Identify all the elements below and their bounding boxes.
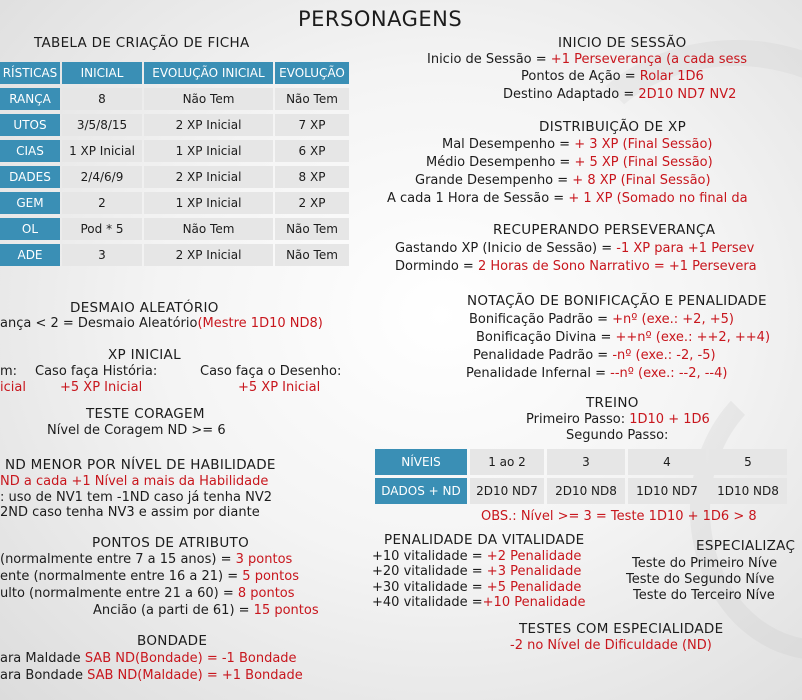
especializ-row: Teste do Primeiro Níve [632, 556, 778, 571]
ficha-cell: 6 XP [275, 140, 349, 162]
atributo-age-range: (normalmente entre 7 a 15 anos) = [0, 552, 236, 567]
desmaio-rule: ança < 2 = Desmaio Aleatório [0, 316, 198, 331]
treino-title: TREINO [586, 395, 639, 411]
ficha-row-label: CIAS [0, 140, 60, 162]
treino-obs: OBS.: Nível >= 3 = Teste 1D10 + 1D6 > 8 [481, 509, 757, 524]
ficha-cell: Não Tem [275, 88, 349, 110]
ficha-row-label: GEM [0, 192, 60, 214]
recup-label: Gastando XP (Inicio de Sessão) = [395, 241, 617, 256]
ficha-header-cell: EVOLUÇÃO INICIAL [144, 62, 273, 84]
sessao-title: INICIO DE SESSÃO [558, 35, 687, 51]
atributo-age-range: ulto (normalmente entre 21 a 60) = [0, 586, 238, 601]
recup-line-2 [395, 258, 757, 276]
ficha-cell: 3 [62, 244, 142, 266]
notacao-row [476, 329, 770, 347]
sessao-label: Destino Adaptado = [503, 87, 639, 102]
xp-inicial-desenho-value: +5 XP Inicial [238, 380, 321, 395]
recup-line-1 [395, 240, 754, 258]
bondade-label: ara Maldade [0, 651, 85, 666]
distrib-value: + 1 XP (Somado no final da [568, 191, 748, 206]
recup-value: -1 XP para +1 Persev [616, 241, 755, 256]
treino-row-label: DADOS + ND [375, 478, 467, 504]
nd-menor-line-3: 2ND caso tenha NV3 e assim por diante [0, 505, 260, 520]
ficha-cell: Não Tem [275, 218, 349, 240]
xp-inicial-col1-value: icial [0, 380, 26, 395]
desmaio-roll: (Mestre 1D10 ND8) [197, 316, 323, 331]
bondade-line-2 [0, 667, 303, 685]
ficha-row-label: UTOS [0, 114, 60, 136]
ficha-row [0, 192, 349, 214]
distrib-title: DISTRIBUIÇÃO DE XP [539, 119, 687, 135]
ficha-cell: 8 [62, 88, 142, 110]
distrib-label: A cada 1 Hora de Sessão = [387, 191, 569, 206]
ficha-header-cell: RÍSTICAS [0, 62, 60, 84]
treino-cell: 2D10 ND8 [547, 478, 625, 504]
ficha-cell: Não Tem [144, 218, 273, 240]
distrib-row [442, 136, 712, 154]
ficha-table [0, 58, 351, 270]
page-title: PERSONAGENS [298, 7, 463, 31]
notacao-row [473, 347, 716, 365]
vitalidade-title: PENALIDADE DA VITALIDADE [384, 532, 585, 548]
sessao-value: Rolar 1D6 [639, 69, 704, 84]
sessao-line-1 [427, 51, 747, 69]
desmaio-line [0, 315, 323, 333]
vitalidade-label: +20 vitalidade = [372, 564, 487, 579]
coragem-line: Nível de Coragem ND >= 6 [47, 423, 226, 438]
atributo-points: 8 pontos [237, 586, 295, 601]
ficha-row-label: OL [0, 218, 60, 240]
ficha-table-title: TABELA DE CRIAÇÃO DE FICHA [34, 35, 250, 51]
ficha-cell: 1 XP Inicial [62, 140, 142, 162]
testes-esp-line: -2 no Nível de Dificuldade (ND) [510, 638, 712, 653]
vitalidade-label: +10 vitalidade = [372, 549, 487, 564]
notacao-label: Bonificação Divina = [476, 330, 616, 345]
coragem-title: TESTE CORAGEM [86, 406, 205, 422]
ficha-header-row [0, 62, 349, 84]
ficha-cell: 1 XP Inicial [144, 192, 273, 214]
bondade-title: BONDADE [137, 633, 208, 649]
recup-value: 2 Horas de Sono Narrativo = +1 Persevera [477, 259, 757, 274]
treino-header-cell: 3 [547, 449, 625, 475]
ficha-cell: 2 XP [275, 192, 349, 214]
ficha-cell: Não Tem [144, 88, 273, 110]
treino-cell: 2D10 ND7 [470, 478, 544, 504]
notacao-value: --nº (exe.: --2, --4) [610, 366, 728, 381]
ficha-row [0, 244, 349, 266]
distrib-value: + 3 XP (Final Sessão) [574, 137, 713, 152]
treino-header-row [375, 449, 787, 475]
notacao-row [466, 365, 727, 383]
distrib-value: + 5 XP (Final Sessão) [574, 155, 713, 170]
vitalidade-label: +30 vitalidade = [372, 580, 487, 595]
treino-table [372, 446, 790, 507]
treino-header-cell: NÍVEIS [375, 449, 467, 475]
ficha-cell: Pod * 5 [62, 218, 142, 240]
atributo-title: PONTOS DE ATRIBUTO [92, 535, 250, 551]
distrib-row [426, 154, 713, 172]
ficha-row-label: ADE [0, 244, 60, 266]
nd-menor-line-2: : uso de NV1 tem -1ND caso já tenha NV2 [0, 490, 272, 505]
sessao-value: 2D10 ND7 NV2 [638, 87, 737, 102]
atributo-row [93, 602, 319, 620]
sessao-label: Pontos de Ação = [521, 69, 640, 84]
nd-menor-rule: +1 Nível a mais da Habilidade [71, 474, 269, 489]
atributo-age-range: Ancião (a parti de 61) = [93, 603, 254, 618]
treino-label: Primeiro Passo: [526, 412, 630, 427]
ficha-row [0, 140, 349, 162]
ficha-header-cell: EVOLUÇÃO [275, 62, 349, 84]
notacao-value: ++nº (exe.: ++2, ++4) [615, 330, 771, 345]
ficha-row-label: DADES [0, 166, 60, 188]
atributo-row [0, 585, 295, 603]
distrib-label: Mal Desempenho = [442, 137, 575, 152]
recup-label: Dormindo = [395, 259, 478, 274]
ficha-cell: 1 XP Inicial [144, 140, 273, 162]
vitalidade-value: +3 Penalidade [486, 564, 582, 579]
distrib-row [415, 172, 711, 190]
especializ-row: Teste do Terceiro Níve [633, 588, 775, 603]
especializ-row: Teste do Segundo Níve [626, 572, 775, 587]
xp-inicial-title: XP INICIAL [108, 347, 181, 363]
notacao-value: +nº (exe.: +2, +5) [612, 312, 734, 327]
treino-header-cell: 4 [628, 449, 706, 475]
ficha-row [0, 114, 349, 136]
ficha-cell: 2 [62, 192, 142, 214]
xp-inicial-desenho-label: Caso faça o Desenho: [200, 364, 342, 379]
bondade-label: ara Bondade [0, 668, 88, 683]
notacao-value: -nº (exe.: -2, -5) [612, 348, 716, 363]
notacao-label: Penalidade Infernal = [466, 366, 611, 381]
distrib-label: Médio Desempenho = [426, 155, 575, 170]
distrib-label: Grande Desempenho = [415, 173, 573, 188]
ficha-row [0, 218, 349, 240]
ficha-cell: 8 XP [275, 166, 349, 188]
sessao-value: +1 Perseverança (a cada sess [550, 52, 748, 67]
atributo-row [0, 551, 292, 569]
ficha-cell: 2 XP Inicial [144, 244, 273, 266]
especializ-title: ESPECIALIZAÇ [696, 538, 796, 554]
treino-line-2: Segundo Passo: [566, 428, 669, 443]
distrib-value: + 8 XP (Final Sessão) [572, 173, 711, 188]
atributo-points: 15 pontos [253, 603, 319, 618]
vitalidade-value: +5 Penalidade [486, 580, 582, 595]
xp-inicial-col1-label: m: [0, 364, 18, 379]
treino-row [375, 478, 787, 504]
notacao-title: NOTAÇÃO DE BONIFICAÇÃO E PENALIDADE [467, 293, 767, 309]
recup-title: RECUPERANDO PERSEVERANÇA [493, 222, 716, 238]
atributo-age-range: ente (normalmente entre 16 a 21) = [0, 569, 243, 584]
ficha-cell: 3/5/8/15 [62, 114, 142, 136]
ficha-row [0, 166, 349, 188]
vitalidade-row [372, 594, 586, 612]
desmaio-title: DESMAIO ALEATÓRIO [70, 300, 219, 316]
ficha-header-cell: INICIAL [62, 62, 142, 84]
distrib-row [387, 190, 748, 208]
ficha-cell: 7 XP [275, 114, 349, 136]
ficha-cell: Não Tem [275, 244, 349, 266]
notacao-row [469, 311, 734, 329]
treino-cell: 1D10 ND7 [628, 478, 706, 504]
ficha-row-label: RANÇA [0, 88, 60, 110]
ficha-cell: 2 XP Inicial [144, 166, 273, 188]
ficha-cell: 2/4/6/9 [62, 166, 142, 188]
xp-inicial-historia-value: +5 XP Inicial [60, 380, 143, 395]
treino-header-cell: 1 ao 2 [470, 449, 544, 475]
notacao-label: Bonificação Padrão = [469, 312, 613, 327]
xp-inicial-historia-label: Caso faça História: [35, 364, 158, 379]
atributo-points: 5 pontos [242, 569, 299, 584]
atributo-row [0, 568, 299, 586]
testes-esp-title: TESTES COM ESPECIALIDADE [519, 621, 724, 637]
nd-menor-prefix: ND a cada [0, 474, 72, 489]
atributo-points: 3 pontos [235, 552, 293, 567]
treino-cell: 1D10 ND8 [709, 478, 787, 504]
sessao-label: Inicio de Sessão = [427, 52, 551, 67]
vitalidade-value: +10 Penalidade [482, 595, 586, 610]
treino-value: 1D10 + 1D6 [629, 412, 710, 427]
sessao-line-2 [521, 68, 704, 86]
vitalidade-value: +2 Penalidade [486, 549, 582, 564]
bondade-rule: SAB ND(Maldade) = +1 Bondade [87, 668, 303, 683]
nd-menor-title: ND MENOR POR NÍVEL DE HABILIDADE [5, 457, 276, 473]
notacao-label: Penalidade Padrão = [473, 348, 613, 363]
sessao-line-3 [503, 86, 736, 104]
ficha-row [0, 88, 349, 110]
bondade-line-1 [0, 650, 297, 668]
bondade-rule: SAB ND(Bondade) = -1 Bondade [84, 651, 297, 666]
treino-header-cell: 5 [709, 449, 787, 475]
vitalidade-label: +40 vitalidade = [372, 595, 483, 610]
ficha-cell: 2 XP Inicial [144, 114, 273, 136]
